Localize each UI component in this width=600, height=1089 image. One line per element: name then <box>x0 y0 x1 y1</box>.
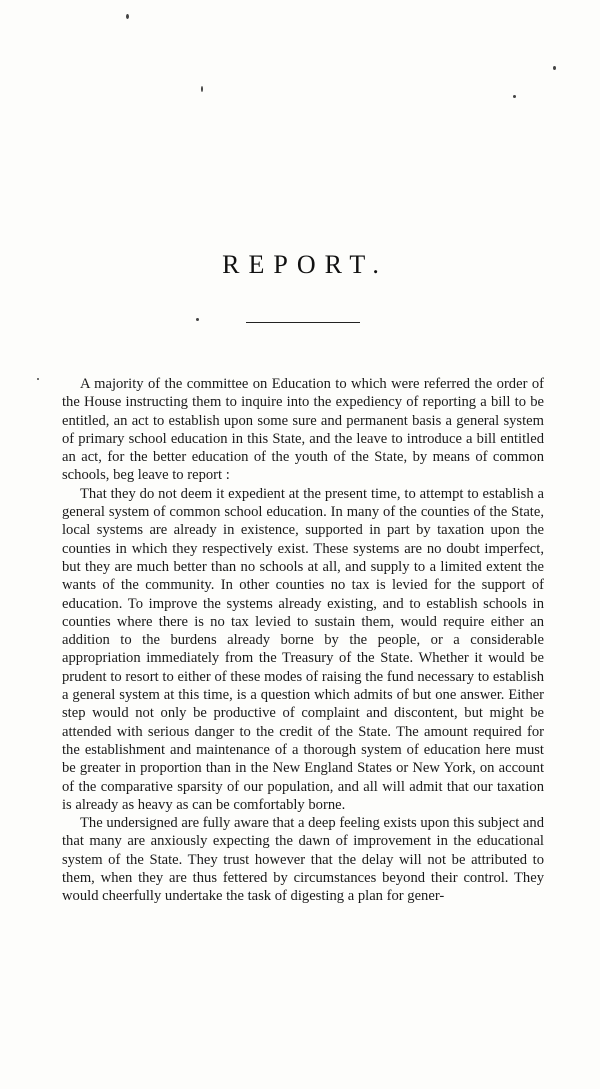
title-divider <box>246 322 360 323</box>
ink-speck <box>126 14 129 19</box>
paragraph-conclusion: The undersigned are fully aware that a deep feeling exists upon this subject and that many are anxiously expecting the dawn of improvement in the educational system of the State. They trust however that the delay will not be attributed to them, when they are thus fettered by circumstances beyond their control. They would cheerfully undertake the task of digesting a plan for gener- <box>62 815 545 905</box>
paragraph-findings: That they do not deem it expedient at the present time, to attempt to establish a general system of common school education. In many of the counties of the State, local systems are already in existence, supported in part by taxation upon the counties in which they respectively exist. These systems are no doubt imperfect, but they are much better than no schools at all, and supply to a limited extent the wants of the community. In other counties no tax is levied for the support of education. To improve the systems already existing, and to establish schools in counties where there is no tax levied to sustain them, would require either an addition to the burdens already borne by the people, or a considerable appropriation immediately from the Treasury of the State. Whether it would be prudent to resort to either of these modes of raising the fund necessary to establish a general system at this time, is a question which admits of but one answer. Either step would not only be productive of complaint and discontent, but might be attended with serious danger to the credit of the State. The amount required for the establishment and maintenance of a thorough system of education here must be greater in proportion than in the New England States or New York, on account of the comparative sparsity of our population, and all will admit that our taxation is already as heavy as can be comfortably borne. <box>62 485 544 813</box>
report-body <box>62 375 544 906</box>
ink-speck <box>37 378 39 380</box>
ink-speck <box>553 66 556 70</box>
paragraph-intro: A majority of the committee on Education to which were referred the order of the House instructing them to inquire into the expediency of reporting a bill to be entitled, an act to establish upon some sure and permanent basis a general system of primary school education in this State, and the leave to introduce a bill entitled an act, for the better education of the youth of the State, by means of common schools, beg leave to report : <box>62 376 544 484</box>
report-title: REPORT. <box>222 250 388 279</box>
ink-speck <box>196 318 199 321</box>
ink-speck <box>513 95 516 98</box>
ink-speck <box>201 86 203 92</box>
